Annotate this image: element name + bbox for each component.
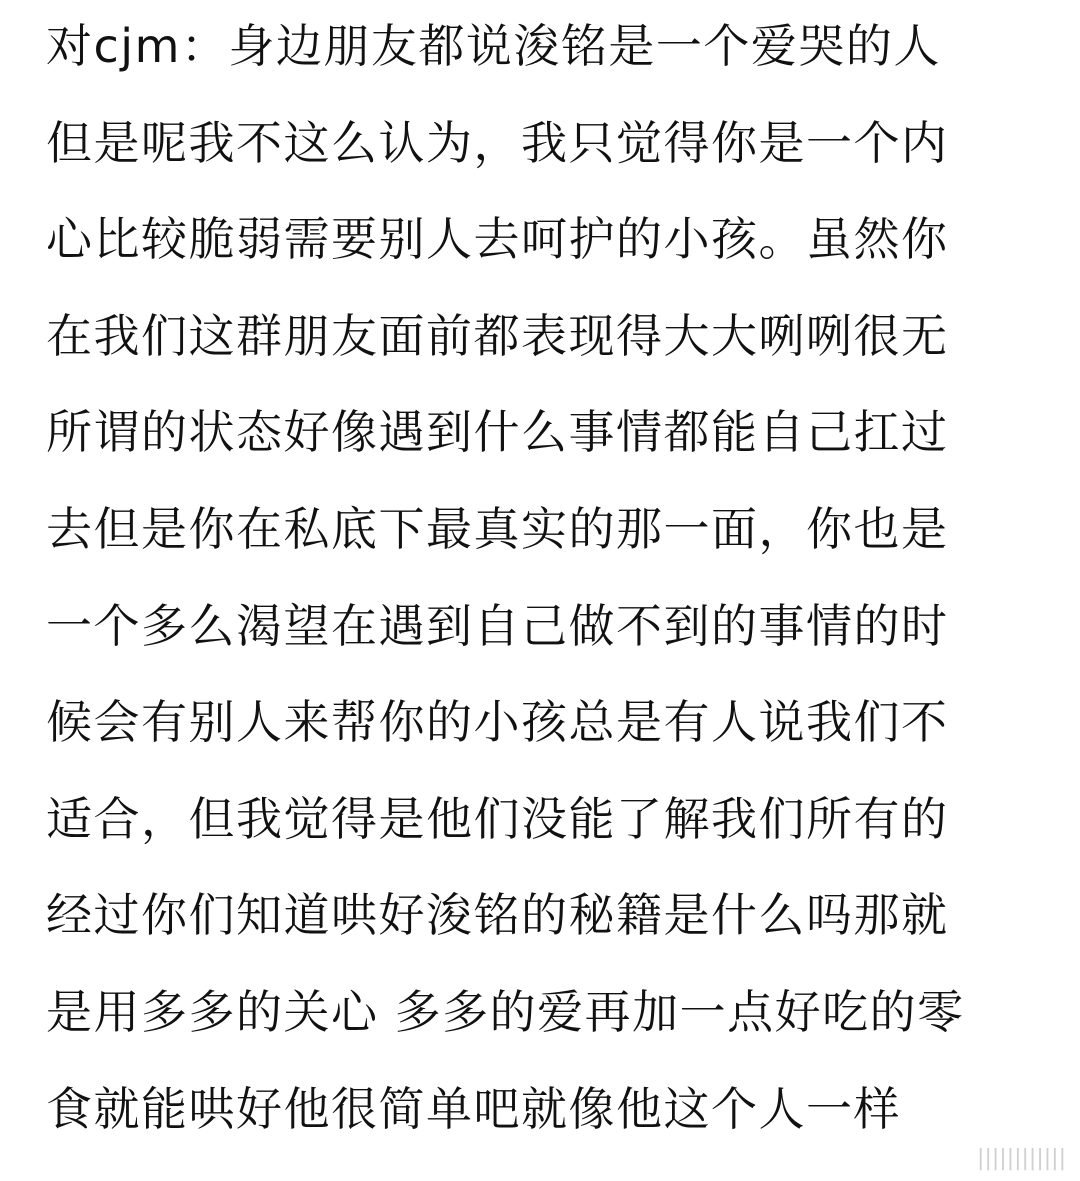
text-line: 适合，但我觉得是他们没能了解我们所有的	[46, 791, 949, 846]
text-line: 候会有别人来帮你的小孩总是有人说我们不	[46, 695, 949, 750]
text-line: 但是呢我不这么认为，我只觉得你是一个内	[46, 115, 949, 170]
watermark: ||||||||||||	[977, 1146, 1066, 1171]
text-line: 去但是你在私底下最真实的那一面，你也是	[46, 501, 949, 556]
text-line: 所谓的状态好像遇到什么事情都能自己扛过	[46, 405, 949, 460]
post-text	[46, 8, 1056, 1167]
text-line: 对cjm：身边朋友都说浚铭是一个爱哭的人	[46, 19, 941, 73]
text-line: 心比较脆弱需要别人去呵护的小孩。虽然你	[46, 212, 949, 267]
text-line: 是用多多的关心 多多的爱再加一点好吃的零	[46, 984, 965, 1039]
text-line: 一个多么渴望在遇到自己做不到的事情的时	[46, 598, 949, 653]
text-line: 经过你们知道哄好浚铭的秘籍是什么吗那就	[46, 888, 949, 943]
text-line: 在我们这群朋友面前都表现得大大咧咧很无	[46, 308, 949, 363]
text-line: 食就能哄好他很简单吧就像他这个人一样	[46, 1081, 901, 1136]
